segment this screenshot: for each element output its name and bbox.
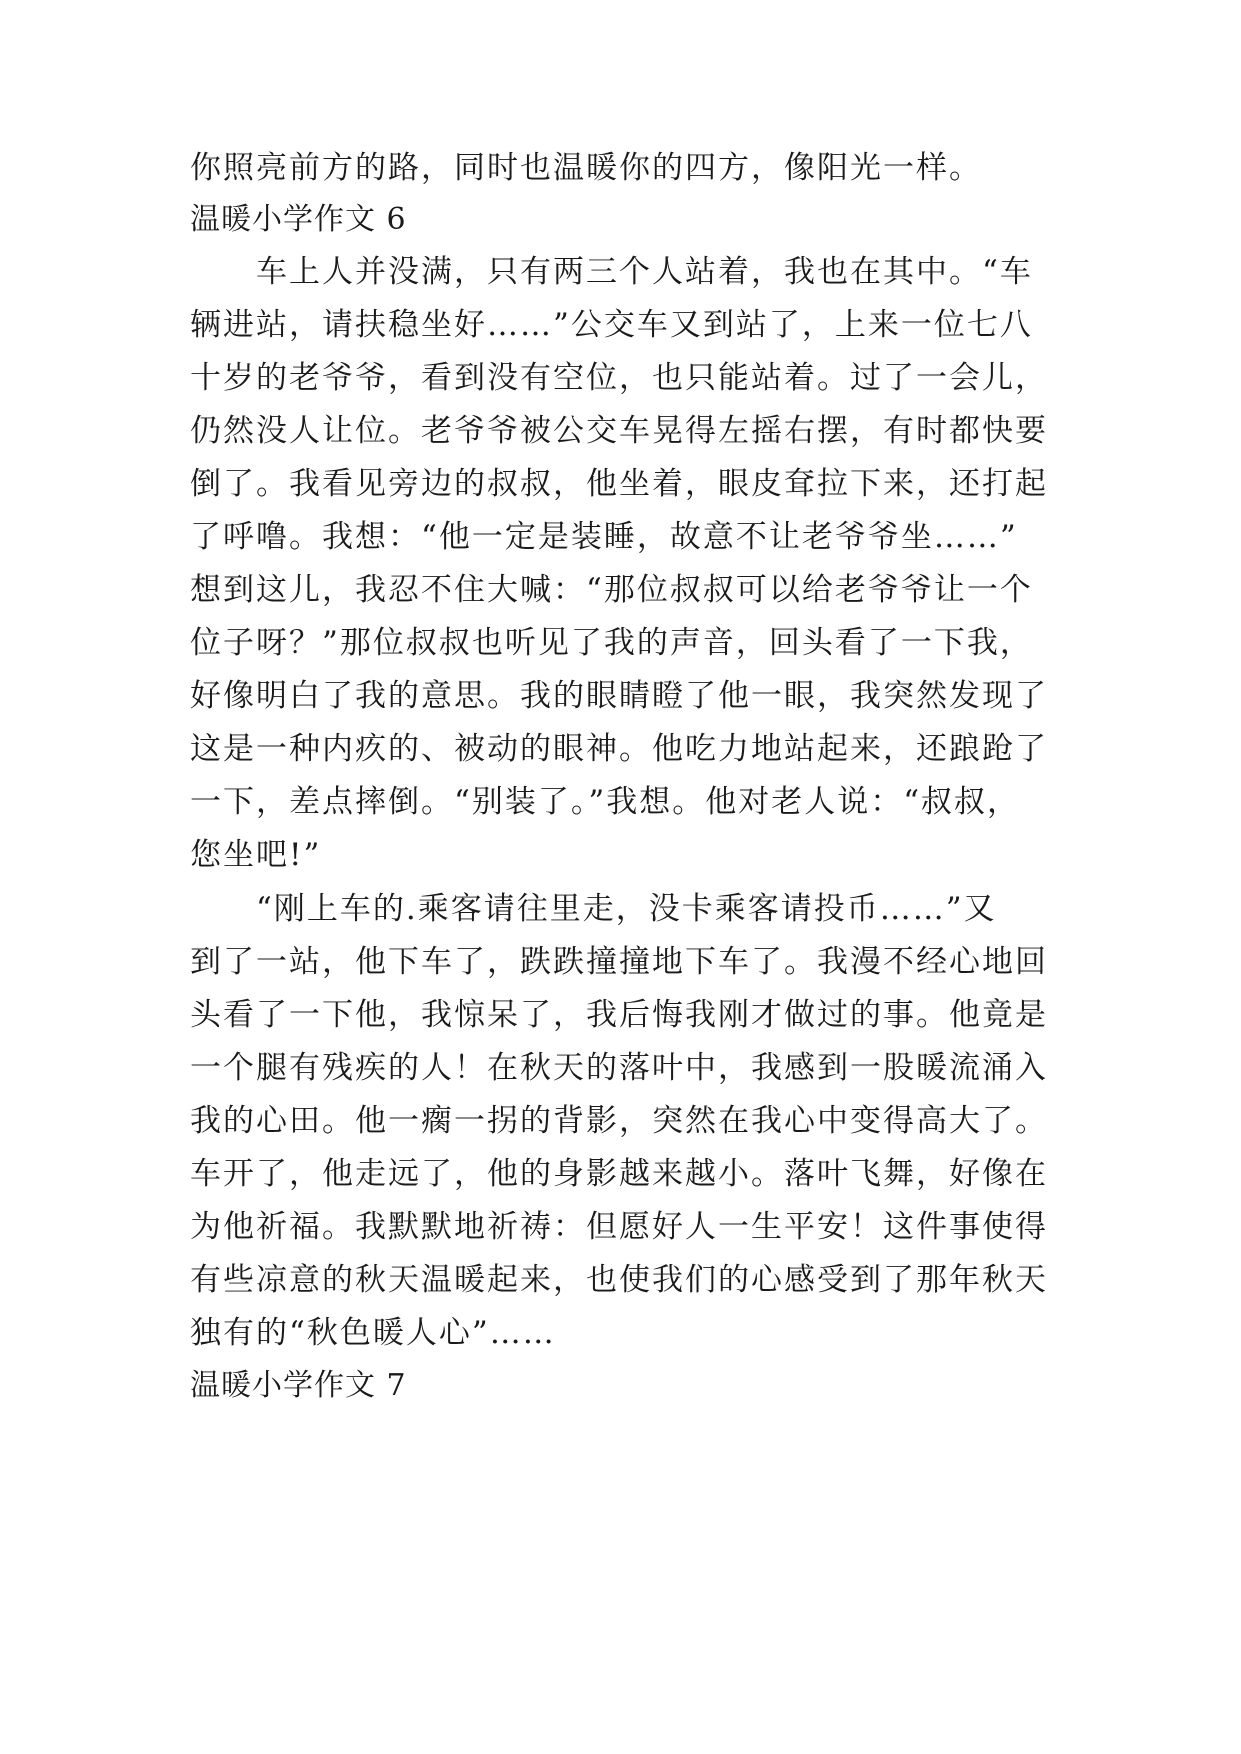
- text-line: 倒了。我看见旁边的叔叔，他坐着，眼皮耷拉下来，还打起: [190, 466, 1048, 502]
- text-line: 一下，差点摔倒。“别装了。”我想。他对老人说：“叔叔，: [190, 784, 1021, 820]
- text-line: 头看了一下他，我惊呆了，我后悔我刚才做过的事。他竟是: [190, 997, 1048, 1033]
- text-line: 这是一种内疚的、被动的眼神。他吃力地站起来，还踉跄了: [190, 731, 1048, 767]
- text-line: 一个腿有残疾的人！在秋天的落叶中，我感到一股暖流涌入: [190, 1050, 1048, 1086]
- text-line: 独有的“秋色暖人心”……: [190, 1315, 556, 1351]
- section-heading: 温暖小学作文 6: [190, 202, 407, 237]
- text-line: 车上人并没满，只有两三个人站着，我也在其中。“车: [190, 254, 1033, 290]
- text-line: 你照亮前方的路，同时也温暖你的四方，像阳光一样。: [190, 150, 982, 186]
- text-line: “刚上车的.乘客请往里走，没卡乘客请投币……”又: [190, 891, 997, 927]
- text-line: 仍然没人让位。老爷爷被公交车晃得左摇右摆，有时都快要: [190, 413, 1048, 449]
- text-line: 我的心田。他一瘸一拐的背影，突然在我心中变得高大了。: [190, 1103, 1048, 1139]
- text-line: 您坐吧!”: [190, 837, 322, 873]
- text-line: 好像明白了我的意思。我的眼睛瞪了他一眼，我突然发现了: [190, 678, 1048, 714]
- text-line: 辆进站，请扶稳坐好……”公交车又到站了，上来一位七八: [190, 307, 1033, 343]
- text-line: 车开了，他走远了，他的身影越来越小。落叶飞舞，好像在: [190, 1156, 1048, 1192]
- text-line: 想到这儿，我忍不住大喊：“那位叔叔可以给老爷爷让一个: [190, 572, 1033, 608]
- section-heading: 温暖小学作文 7: [190, 1368, 407, 1403]
- text-line: 了呼噜。我想：“他一定是装睡，故意不让老爷爷坐……”: [190, 519, 1018, 555]
- text-line: 位子呀？”那位叔叔也听见了我的声音，回头看了一下我，: [190, 625, 1033, 661]
- text-line: 有些凉意的秋天温暖起来，也使我们的心感受到了那年秋天: [190, 1262, 1048, 1298]
- text-line: 十岁的老爷爷，看到没有空位，也只能站着。过了一会儿，: [190, 360, 1048, 396]
- text-line: 到了一站，他下车了，跌跌撞撞地下车了。我漫不经心地回: [190, 944, 1048, 980]
- text-line: 为他祈福。我默默地祈祷：但愿好人一生平安！这件事使得: [190, 1209, 1048, 1245]
